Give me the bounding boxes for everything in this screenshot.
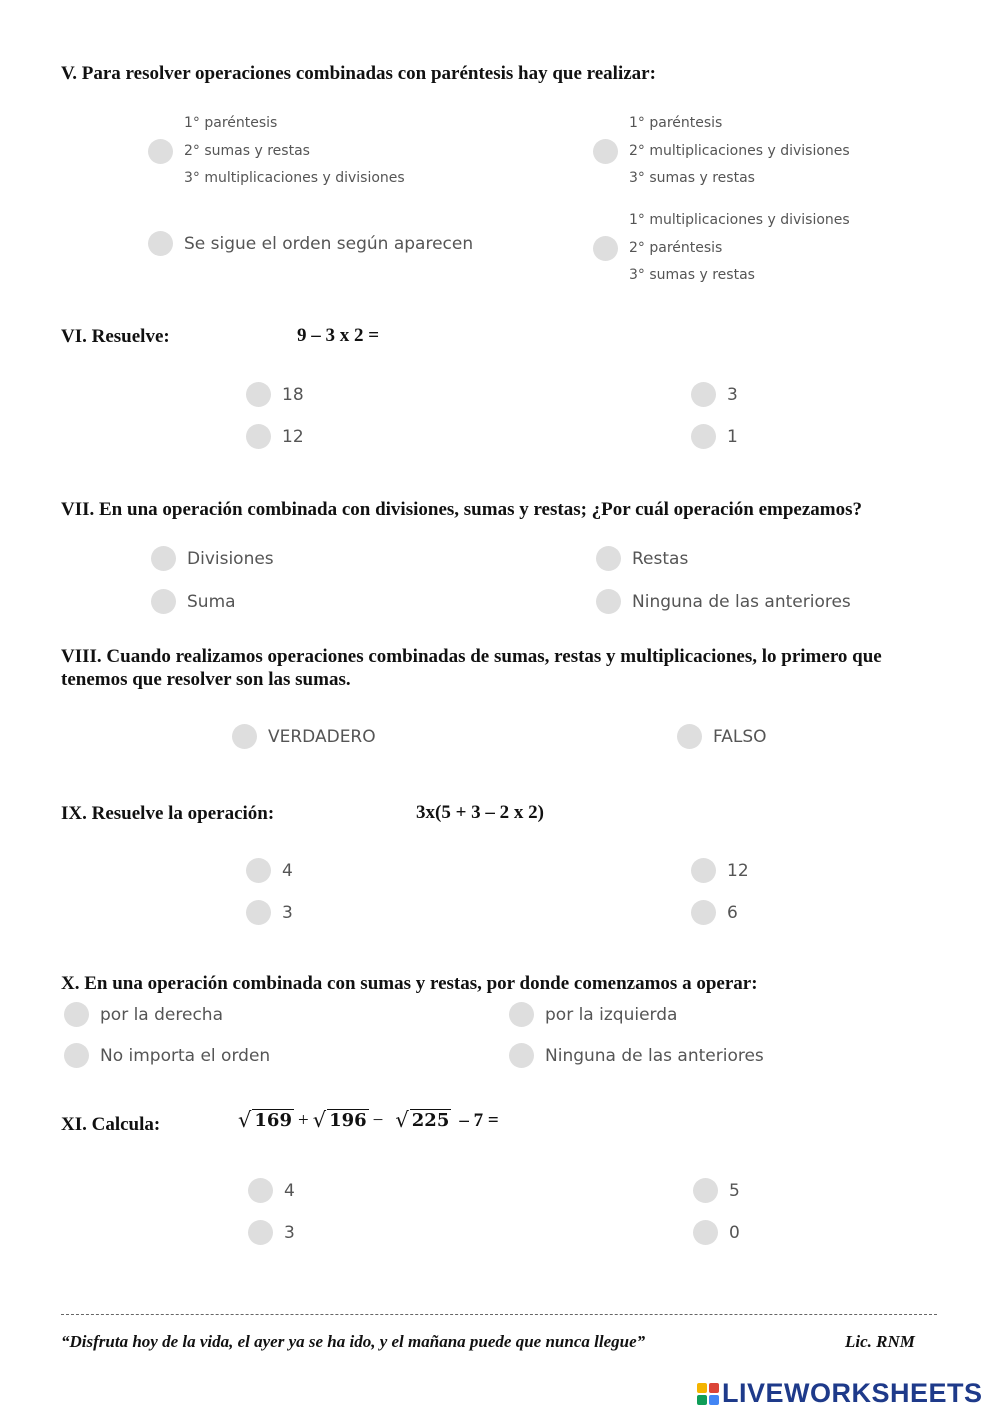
operator: +: [297, 1110, 309, 1131]
radio-button[interactable]: [64, 1002, 89, 1027]
q11-option-1[interactable]: [248, 1178, 295, 1203]
q11-option-3[interactable]: [248, 1220, 295, 1245]
radio-button[interactable]: [677, 724, 702, 749]
radio-button[interactable]: [596, 589, 621, 614]
q7-option-1[interactable]: [151, 546, 274, 571]
logo-tile: [697, 1383, 707, 1393]
question-9-title: IX. Resuelve la operación:: [61, 803, 275, 824]
logo-tile: [709, 1395, 719, 1405]
radio-button[interactable]: [248, 1220, 273, 1245]
question-10-title: X. En una operación combinada con sumas y restas, por donde comenzamos a operar:: [61, 973, 758, 994]
option-label: 6: [727, 902, 738, 923]
radio-button[interactable]: [691, 424, 716, 449]
q5-option-3[interactable]: [148, 231, 473, 256]
q5-option-4[interactable]: [593, 207, 850, 290]
sqrt-225: [395, 1108, 451, 1132]
footer-divider: [61, 1314, 937, 1315]
q11-option-2[interactable]: [693, 1178, 740, 1203]
option-line: 3° sumas y restas: [629, 170, 755, 186]
option-line: 2° multiplicaciones y divisiones: [629, 142, 850, 159]
radio-button[interactable]: [151, 546, 176, 571]
option-label: FALSO: [713, 726, 767, 747]
q6-option-3[interactable]: [246, 424, 304, 449]
option-label: No importa el orden: [100, 1045, 271, 1066]
brand-logo-icon: [697, 1383, 719, 1405]
option-label: 18: [282, 384, 304, 405]
radio-button[interactable]: [248, 1178, 273, 1203]
radio-button[interactable]: [691, 900, 716, 925]
option-label: por la izquierda: [545, 1004, 678, 1025]
option-label: 4: [282, 860, 293, 881]
option-label: Se sigue el orden según aparecen: [184, 233, 474, 254]
q9-option-4[interactable]: [691, 900, 738, 925]
operator: −: [372, 1110, 384, 1131]
radio-button[interactable]: [691, 382, 716, 407]
radio-button[interactable]: [232, 724, 257, 749]
radio-button[interactable]: [148, 139, 173, 164]
option-label: Ninguna de las anteriores: [632, 591, 851, 612]
logo-tile: [697, 1395, 707, 1405]
question-11-expression: [238, 1108, 499, 1132]
radicand: 169: [254, 1110, 292, 1131]
radio-button[interactable]: [693, 1178, 718, 1203]
brand-logo: [697, 1378, 983, 1409]
radical-icon: √: [395, 1108, 409, 1132]
q7-option-4[interactable]: [596, 589, 851, 614]
option-label: 5: [729, 1180, 740, 1201]
radical-icon: √: [312, 1108, 327, 1132]
option-label: 12: [727, 860, 749, 881]
option-label: 1: [727, 426, 738, 447]
footer-author: Lic. RNM: [845, 1332, 915, 1351]
radio-button[interactable]: [691, 858, 716, 883]
q7-option-2[interactable]: [596, 546, 688, 571]
expression-tail: – 7 =: [459, 1110, 499, 1131]
radio-button[interactable]: [509, 1002, 534, 1027]
q10-option-2[interactable]: [509, 1002, 677, 1027]
option-label: VERDADERO: [268, 726, 376, 747]
radio-button[interactable]: [509, 1043, 534, 1068]
option-label: Suma: [187, 591, 236, 612]
question-5-title: V. Para resolver operaciones combinadas con paréntesis hay que realizar:: [61, 63, 656, 84]
question-8-title: VIII. Cuando realizamos operaciones combinadas de sumas, restas y multiplicaciones, lo primero que tenemos que resolver son las sumas.: [61, 646, 882, 690]
option-line: 1° multiplicaciones y divisiones: [629, 212, 850, 228]
option-label: Ninguna de las anteriores: [545, 1045, 764, 1066]
option-label: Restas: [632, 548, 689, 569]
radio-button[interactable]: [246, 858, 271, 883]
option-line: 3° multiplicaciones y divisiones: [184, 170, 405, 186]
option-label: 3: [284, 1222, 295, 1243]
q9-option-2[interactable]: [691, 858, 749, 883]
radicand: 225: [411, 1110, 450, 1131]
q6-option-1[interactable]: [246, 382, 304, 407]
radio-button[interactable]: [596, 546, 621, 571]
q6-option-2[interactable]: [691, 382, 738, 407]
option-line: 2° paréntesis: [629, 239, 723, 256]
q8-option-2[interactable]: [677, 724, 767, 749]
q9-option-1[interactable]: [246, 858, 293, 883]
radio-button[interactable]: [246, 900, 271, 925]
radio-button[interactable]: [693, 1220, 718, 1245]
option-label: 3: [727, 384, 738, 405]
option-line: 1° paréntesis: [184, 115, 278, 131]
q10-option-4[interactable]: [509, 1043, 764, 1068]
option-line: 2° sumas y restas: [184, 142, 310, 159]
option-label: Divisiones: [187, 548, 274, 569]
q5-option-1[interactable]: [148, 110, 405, 193]
question-7-title: VII. En una operación combinada con divisiones, sumas y restas; ¿Por cuál operación empezamos?: [61, 499, 863, 520]
sqrt-169: [238, 1108, 294, 1132]
option-line: 3° sumas y restas: [629, 267, 755, 283]
sqrt-196: [313, 1108, 369, 1132]
q6-option-4[interactable]: [691, 424, 738, 449]
option-label: 3: [282, 902, 293, 923]
radio-button[interactable]: [246, 424, 271, 449]
logo-tile: [709, 1383, 719, 1393]
radio-button[interactable]: [593, 139, 618, 164]
question-6-title: VI. Resuelve:: [61, 326, 170, 347]
radio-button[interactable]: [593, 236, 618, 261]
q8-option-1[interactable]: [232, 724, 376, 749]
q9-option-3[interactable]: [246, 900, 293, 925]
radicand: 196: [329, 1110, 367, 1131]
option-label: 4: [284, 1180, 295, 1201]
brand-name: LIVEWORKSHEETS: [722, 1378, 983, 1408]
radical-icon: √: [238, 1108, 252, 1132]
footer-quote: “Disfruta hoy de la vida, el ayer ya se ha ido, y el mañana puede que nunca llegue”: [61, 1332, 646, 1351]
option-label: por la derecha: [100, 1004, 223, 1025]
option-label: 12: [282, 426, 304, 447]
question-6-expression: 9 – 3 x 2 =: [297, 325, 380, 346]
radio-button[interactable]: [148, 231, 173, 256]
q10-option-3[interactable]: [64, 1043, 270, 1068]
radio-button[interactable]: [64, 1043, 89, 1068]
radio-button[interactable]: [246, 382, 271, 407]
q7-option-3[interactable]: [151, 589, 236, 614]
question-11-title: XI. Calcula:: [61, 1114, 161, 1135]
q11-option-4[interactable]: [693, 1220, 740, 1245]
option-line: 1° paréntesis: [629, 115, 723, 131]
option-label: 0: [729, 1222, 740, 1243]
question-9-expression: 3x(5 + 3 – 2 x 2): [416, 802, 544, 823]
q10-option-1[interactable]: [64, 1002, 223, 1027]
radio-button[interactable]: [151, 589, 176, 614]
q5-option-2[interactable]: [593, 110, 850, 193]
